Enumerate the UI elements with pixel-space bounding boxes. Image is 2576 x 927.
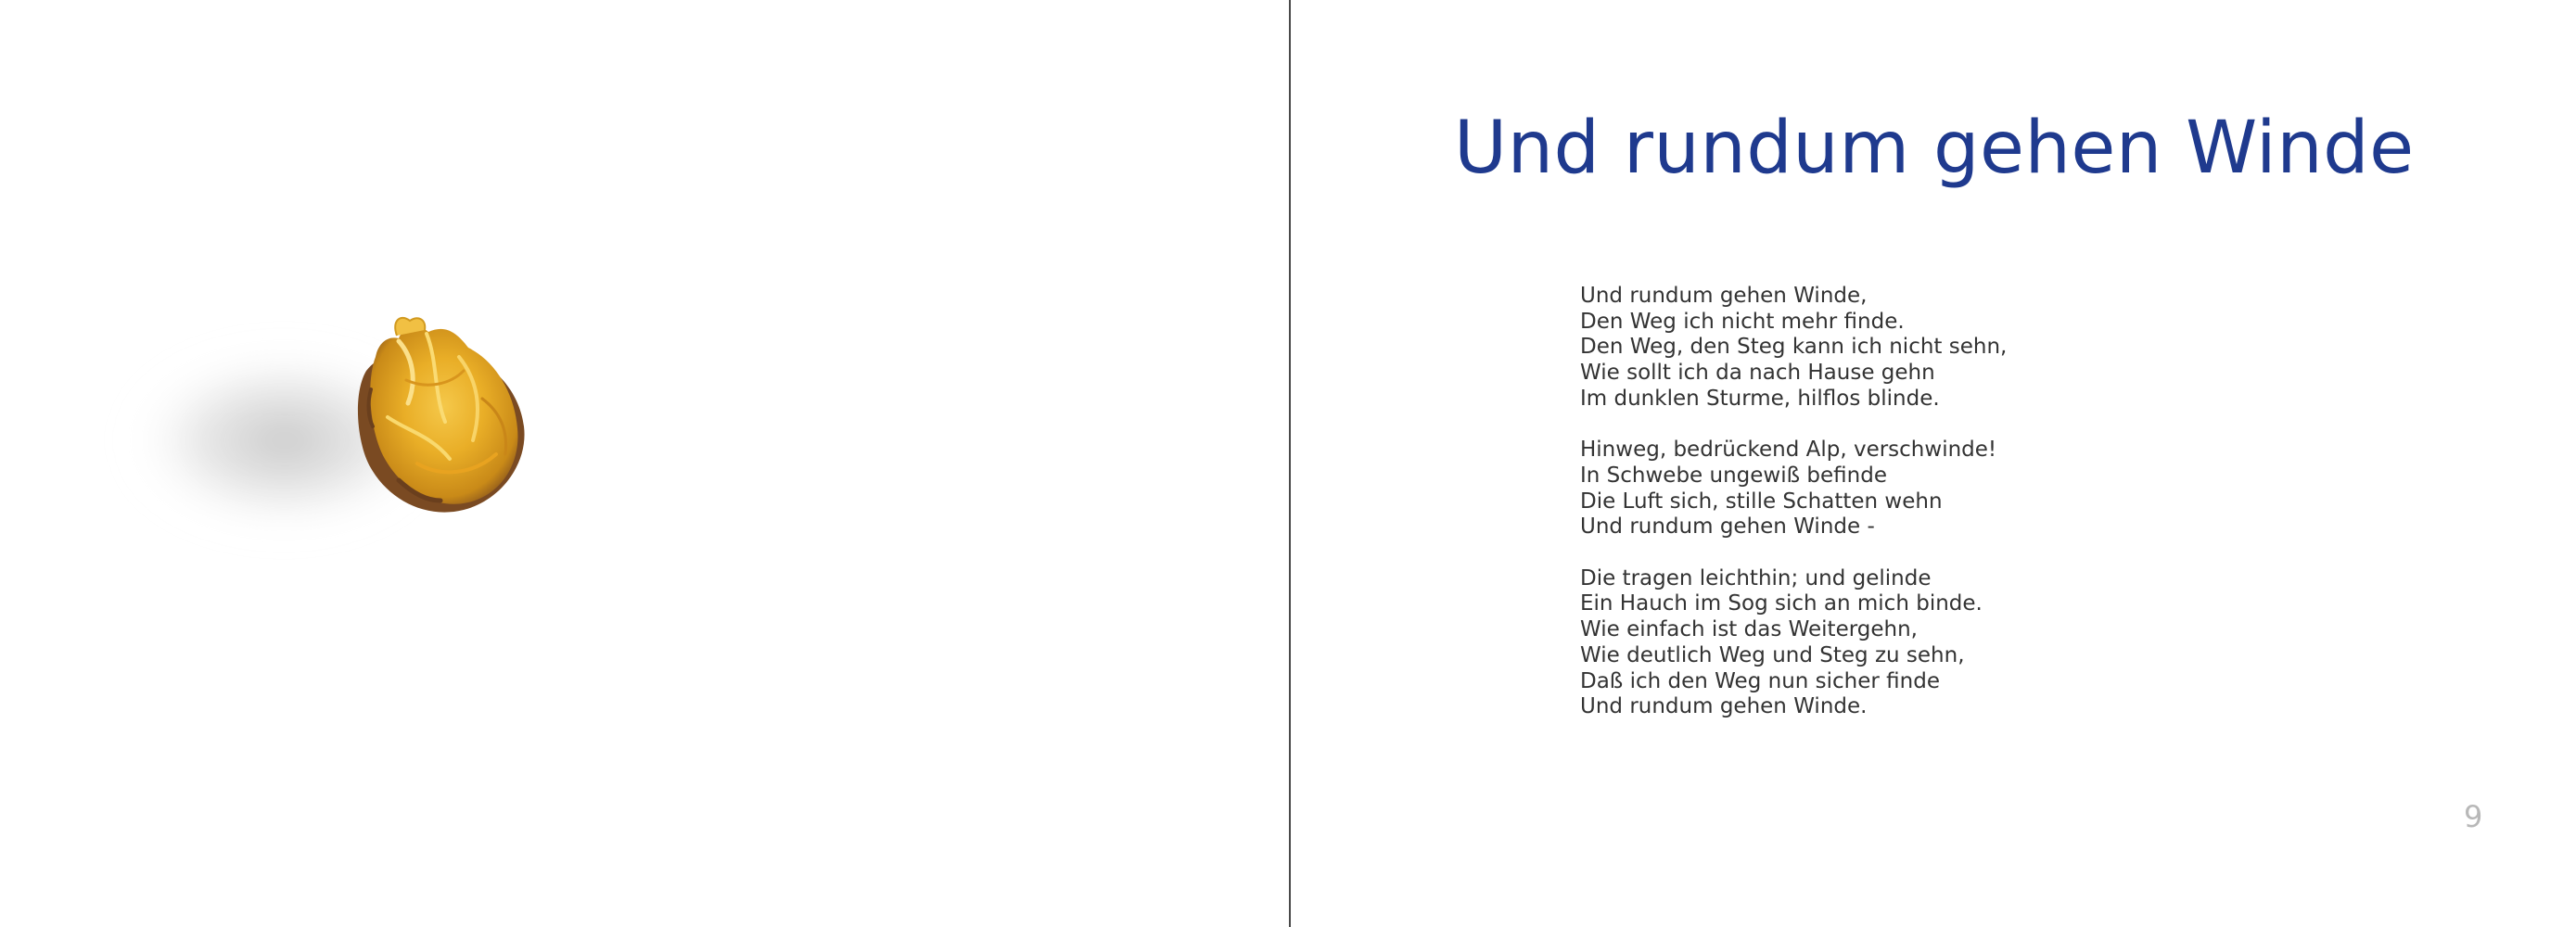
poem-line: Den Weg, den Steg kann ich nicht sehn,	[1580, 335, 2008, 360]
poem-stanza	[1580, 438, 2322, 540]
poem-line: Wie deutlich Weg und Steg zu sehn,	[1580, 642, 1965, 667]
poem-line: Wie sollt ich da nach Hause gehn	[1580, 361, 1935, 386]
poem-line: Und rundum gehen Winde.	[1580, 694, 1868, 719]
poem-line: Und rundum gehen Winde -	[1580, 514, 1875, 540]
dried-fruit-image	[93, 232, 593, 584]
poem-line: Und rundum gehen Winde,	[1580, 284, 1868, 308]
page-number: 9	[2464, 799, 2483, 834]
right-page	[1291, 0, 2576, 927]
poem-line: Wie einfach ist das Weitergehn,	[1580, 617, 1918, 642]
poem-line: Im dunklen Sturme, hilflos blinde.	[1580, 386, 1940, 411]
poem-line: In Schwebe ungewiß befinde	[1580, 463, 1887, 488]
poem-line: Die tragen leichthin; und gelinde	[1580, 565, 1932, 590]
dried-fruit-photo	[93, 232, 593, 584]
poem-line: Die Luft sich, stille Schatten wehn	[1580, 489, 1943, 514]
poem-line: Daß ich den Weg nun sicher finde	[1580, 668, 1940, 693]
poem-stanza	[1580, 566, 2322, 720]
poem-title: Und rundum gehen Winde	[1454, 107, 2415, 190]
poem-stanza	[1580, 284, 2322, 413]
poem-line: Ein Hauch im Sog sich an mich binde.	[1580, 591, 1983, 616]
poem-line: Hinweg, bedrückend Alp, verschwinde!	[1580, 438, 1997, 463]
poem-body	[1580, 284, 2322, 746]
poem-line: Den Weg ich nicht mehr finde.	[1580, 309, 1905, 334]
